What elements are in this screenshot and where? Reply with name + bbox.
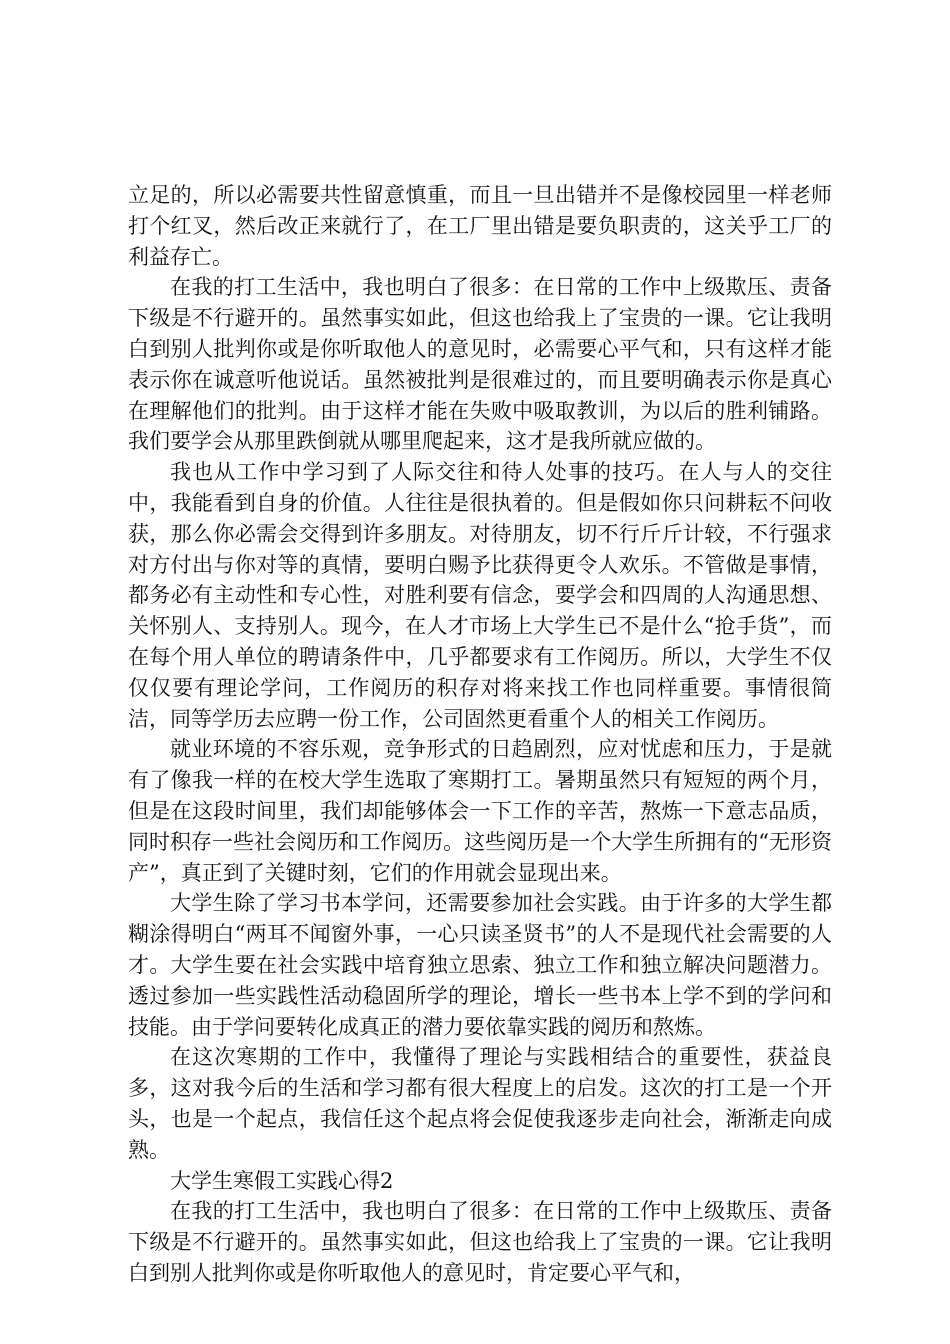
section-title: 大学生寒假工实践心得2: [170, 1168, 394, 1193]
paragraph-interpersonal: 我也从工作中学习到了人际交往和待人处事的技巧。在人与人的交往中，我能看到自身的价值。人往往是很执着的。但是假如你只问耕耘不问收获，那么你必需会交得到许多朋友。对待朋友，切不行斤斤计较，不行强求对方付出与你对等的真情，要明白赐予比获得更令人欢乐。不管做是事情，都务必有主动性和专心性，对胜利要有信念，要学会和四周的人沟通思想、关怀别人、支持别人。现今，在人才市场上大学生已不是什么“抢手货”，而在每个用人单位的聘请条件中，几乎都要求有工作阅历。所以，大学生不仅仅仅要有理论学问，工作阅历的积存对将来找工作也同样重要。事情很简洁，同等学历去应聘一份工作，公司固然更看重个人的相关工作阅历。: [128, 460, 832, 731]
document-page: [128, 180, 832, 1289]
paragraph-criticism: 在我的打工生活中，我也明白了很多：在日常的工作中上级欺压、责备下级是不行避开的。虽然事实如此，但这也给我上了宝贵的一课。它让我明白到别人批判你或是你听取他人的意见时，必需要心平气和，只有这样才能表示你在诚意听他说话。虽然被批判是很难过的，而且要明确表示你是真心在理解他们的批判。由于这样才能在失败中吸取教训，为以后的胜利铺路。我们要学会从那里跌倒就从哪里爬起来，这才是我所就应做的。: [128, 275, 832, 454]
paragraph-practice: 大学生除了学习书本学问，还需要参加社会实践。由于许多的大学生都糊涂得明白“两耳不闻窗外事，一心只读圣贤书”的人不是现代社会需要的人才。大学生要在社会实践中培育独立思索、独立工作和独立解决问题潜力。透过参加一些实践性活动稳固所学的理论，增长一些书本上学不到的学问和技能。由于学问要转化成真正的潜力要依靠实践的阅历和熬炼。: [128, 891, 832, 1039]
paragraph-employment: 就业环境的不容乐观，竞争形式的日趋剧烈，应对忧虑和压力，于是就有了像我一样的在校大学生选取了寒期打工。暑期虽然只有短短的两个月，但是在这段时间里，我们却能够体会一下工作的辛苦，熬炼一下意志品质，同时积存一些社会阅历和工作阅历。这些阅历是一个大学生所拥有的“无形资产”，真正到了关键时刻，它们的作用就会显现出来。: [128, 737, 832, 885]
paragraph-section2-intro: 在我的打工生活中，我也明白了很多：在日常的工作中上级欺压、责备下级是不行避开的。虽然事实如此，但这也给我上了宝贵的一课。它让我明白到别人批判你或是你听取他人的意见时，肯定要心平气和，: [128, 1199, 832, 1285]
paragraph-continuation: 立足的，所以必需要共性留意慎重，而且一旦出错并不是像校园里一样老师打个红叉，然后改正来就行了，在工厂里出错是要负职责的，这关乎工厂的利益存亡。: [128, 183, 832, 269]
paragraph-conclusion: 在这次寒期的工作中，我懂得了理论与实践相结合的重要性，获益良多，这对我今后的生活和学习都有很大程度上的启发。这次的打工是一个开头，也是一个起点，我信任这个起点将会促使我逐步走向社会，渐渐走向成熟。: [128, 1045, 832, 1162]
